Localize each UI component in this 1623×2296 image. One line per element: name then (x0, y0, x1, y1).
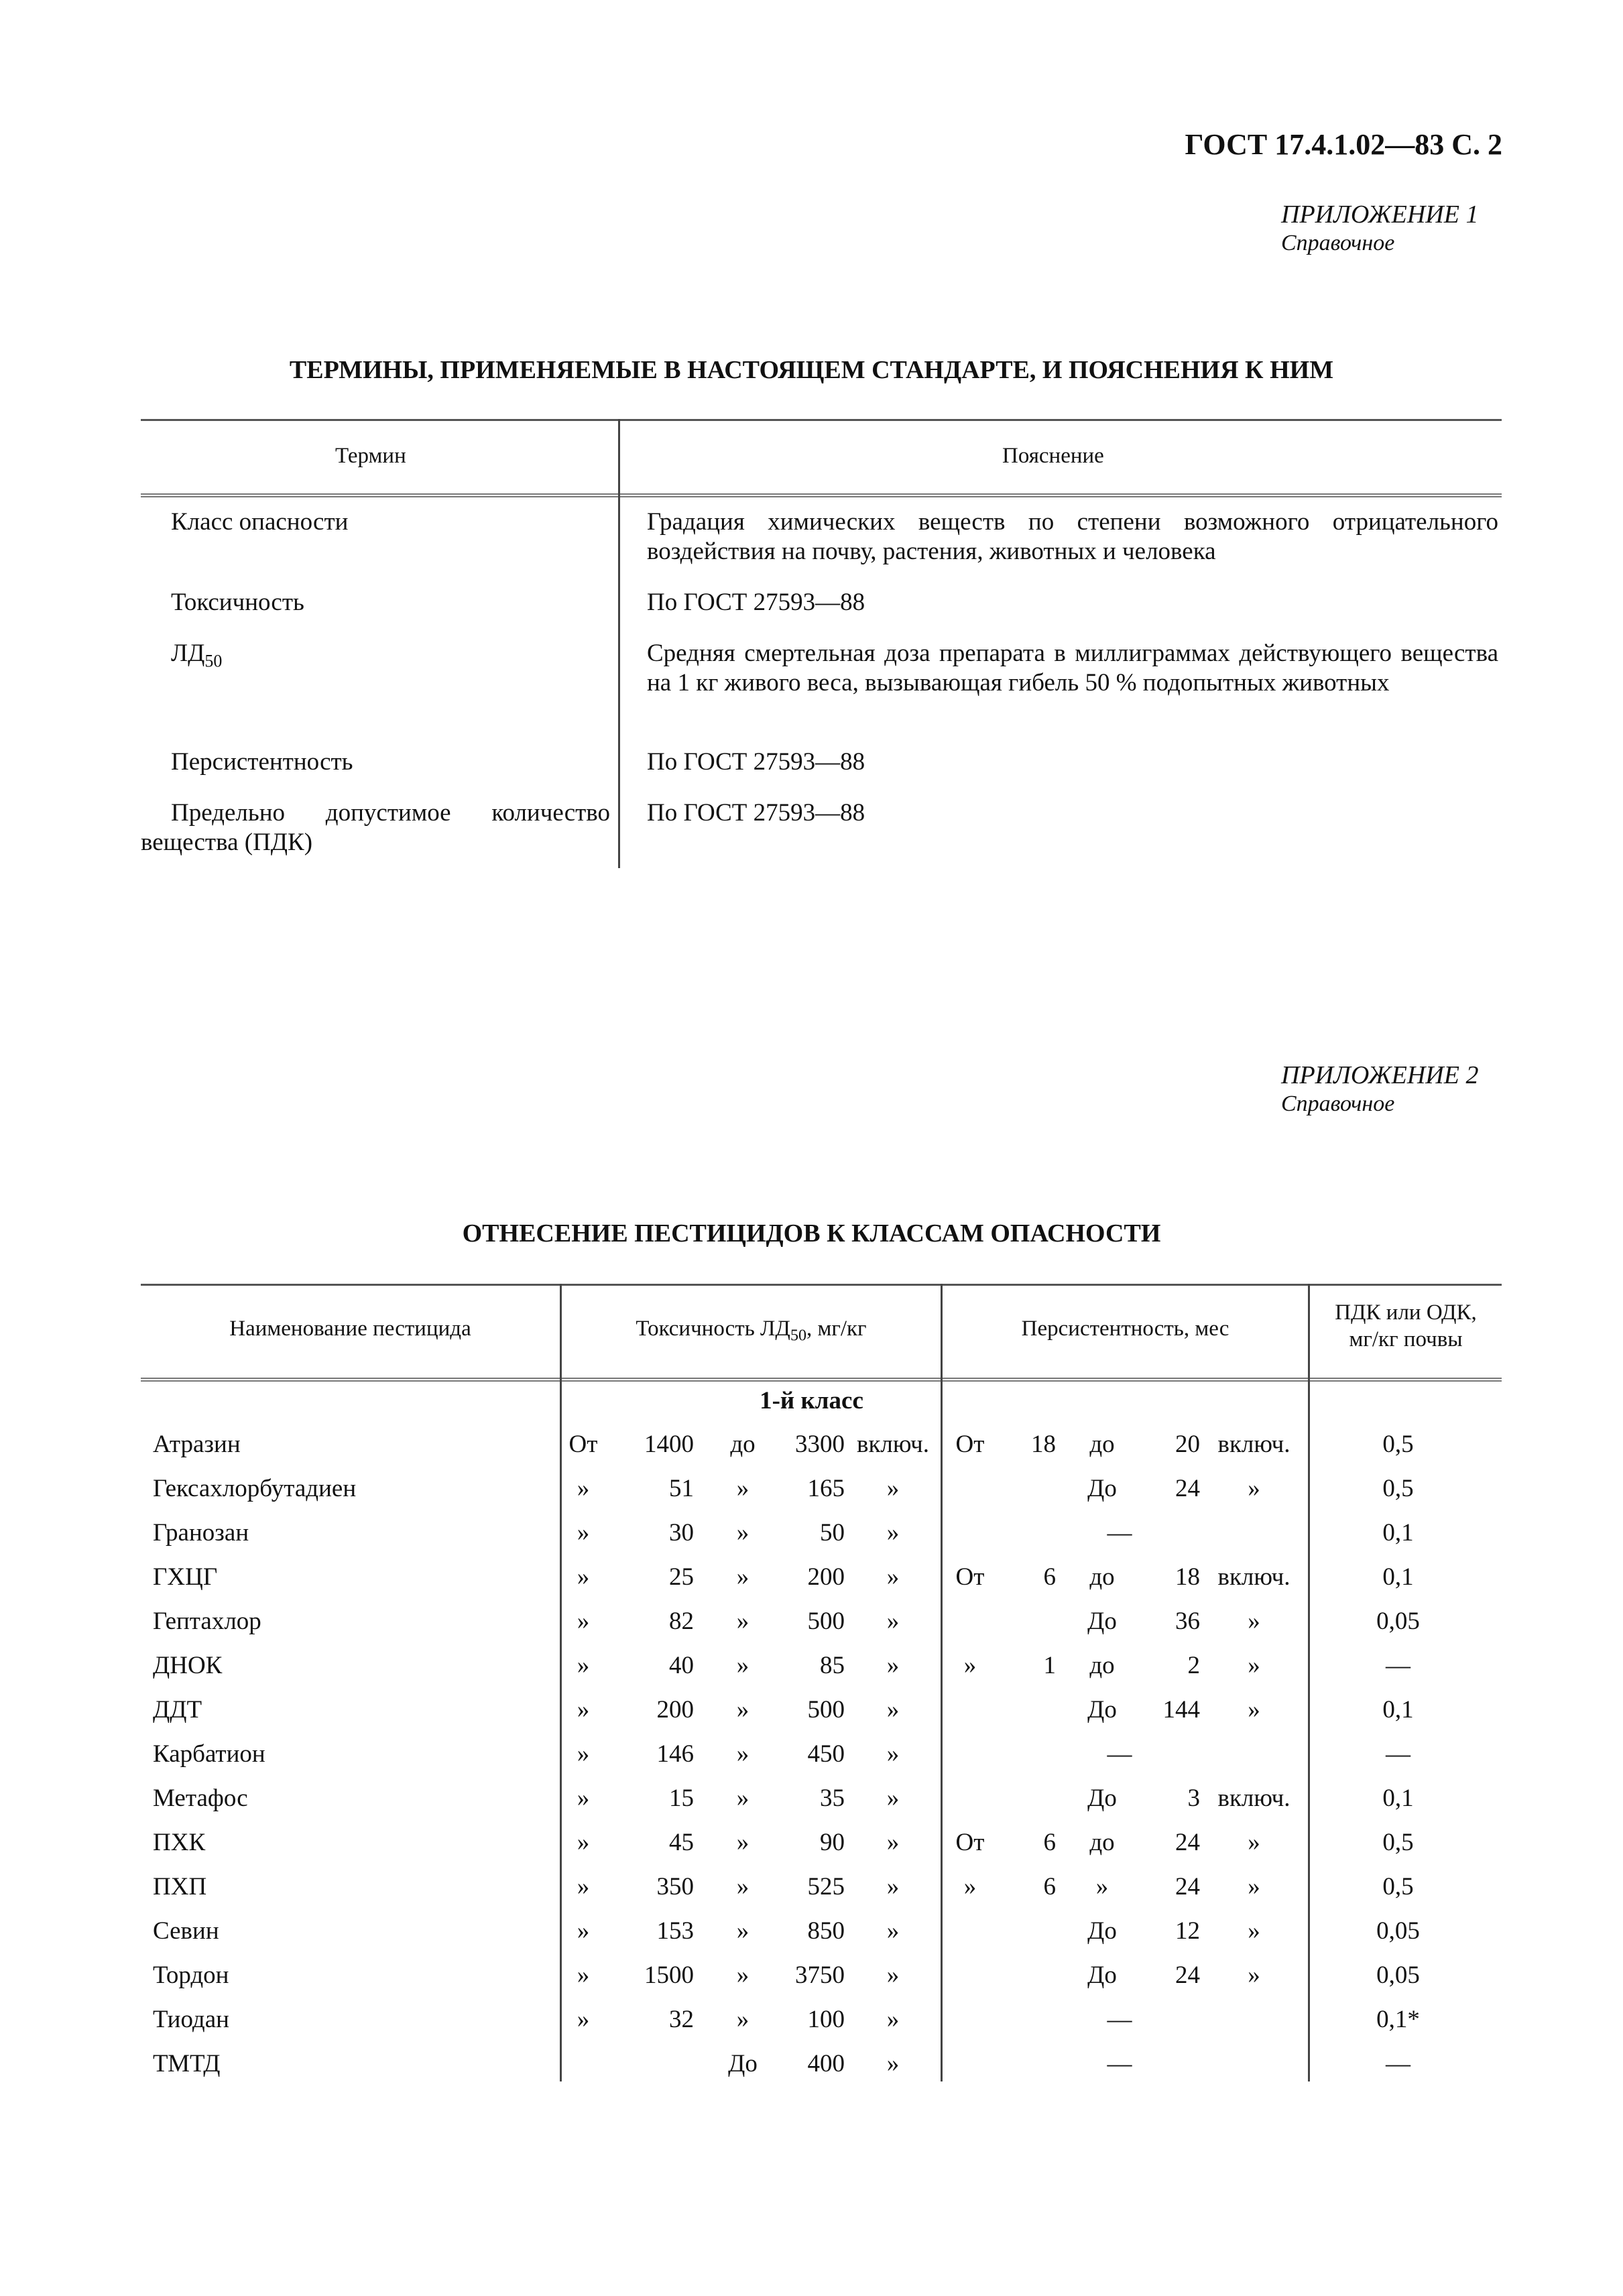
pesticide-name: ДНОК (153, 1652, 223, 1679)
persistence-cell: До (1087, 1475, 1117, 1502)
pesticide-name: ДДТ (153, 1696, 202, 1724)
toxicity-cell: 45 (669, 1829, 694, 1856)
persistence-cell: 24 (1175, 1961, 1200, 1989)
persistence-cell: — (1107, 1740, 1132, 1768)
toxicity-cell: » (886, 1785, 900, 1812)
pesticide-name: Тордон (153, 1961, 229, 1989)
persistence-cell: — (1107, 1519, 1132, 1547)
appendix-1-heading (1281, 200, 1502, 256)
persistence-cell: 18 (1031, 1431, 1056, 1458)
toxicity-cell: 40 (669, 1652, 694, 1679)
term-cell: $ЛД_{50}$ (171, 640, 223, 671)
persistence-cell: до (1089, 1431, 1115, 1458)
terms-table-header (141, 419, 1502, 497)
toxicity-cell: » (886, 1740, 900, 1768)
persistence-cell: 20 (1175, 1431, 1200, 1458)
toxicity-cell: 32 (669, 2006, 694, 2033)
column-explanation: Пояснение (1002, 444, 1104, 468)
persistence-cell: » (1248, 1696, 1260, 1724)
persistence-cell: » (963, 1652, 977, 1679)
pesticide-name: Гексахлорбутадиен (153, 1475, 357, 1502)
persistence-cell: » (1248, 1917, 1260, 1945)
explanation-cell: По ГОСТ 27593—88 (647, 799, 865, 827)
toxicity-cell: » (736, 1740, 749, 1768)
toxicity-cell: До (728, 2050, 758, 2077)
toxicity-cell: » (577, 1785, 590, 1812)
toxicity-cell: 25 (669, 1563, 694, 1591)
toxicity-cell: 200 (807, 1563, 845, 1591)
appendix-1-label: ПРИЛОЖЕНИЕ 1 (1281, 200, 1479, 229)
persistence-cell: 18 (1175, 1563, 1200, 1591)
pesticide-name: Севин (153, 1917, 219, 1945)
toxicity-cell: 146 (656, 1740, 694, 1768)
persistence-cell: До (1087, 1785, 1117, 1812)
persistence-cell: — (1107, 2006, 1132, 2033)
toxicity-cell: 1400 (644, 1431, 694, 1458)
pdk-cell: 0,1 (1382, 1785, 1414, 1812)
column-pdk: ПДК или ОДК, мг/кг почвы (1335, 1301, 1477, 1351)
persistence-cell: 12 (1175, 1917, 1200, 1945)
toxicity-cell: 85 (820, 1652, 845, 1679)
pdk-cell: 0,1 (1382, 1519, 1414, 1547)
toxicity-cell: до (730, 1431, 756, 1458)
pdk-cell: 0,1* (1376, 2006, 1420, 2033)
toxicity-cell: » (577, 1829, 590, 1856)
toxicity-cell: 1500 (644, 1961, 694, 1989)
persistence-cell: 24 (1175, 1829, 1200, 1856)
pdk-cell: 0,05 (1376, 1608, 1420, 1635)
toxicity-cell: 500 (807, 1696, 845, 1724)
persistence-cell: 6 (1043, 1873, 1056, 1900)
persistence-cell: включ. (1217, 1431, 1290, 1458)
pesticide-name: Гептахлор (153, 1608, 261, 1635)
appendix-1-kind: Справочное (1281, 231, 1395, 255)
terms-table (141, 419, 1502, 856)
toxicity-cell: 350 (656, 1873, 694, 1900)
toxicity-cell: 450 (807, 1740, 845, 1768)
pesticide-name: Тиодан (153, 2006, 229, 2033)
toxicity-cell: » (577, 1740, 590, 1768)
pdk-cell: — (1386, 2050, 1410, 2077)
persistence-cell: » (1248, 1873, 1260, 1900)
appendix-2-kind: Справочное (1281, 1091, 1395, 1116)
toxicity-cell: 3750 (795, 1961, 845, 1989)
toxicity-cell: » (577, 1696, 590, 1724)
explanation-cell: По ГОСТ 27593—88 (647, 589, 865, 616)
persistence-cell: — (1107, 2050, 1132, 2077)
toxicity-cell: 3300 (795, 1431, 845, 1458)
persistence-cell: До (1087, 1917, 1117, 1945)
term-cell: Персистентность (171, 748, 353, 776)
persistence-cell: От (955, 1563, 985, 1591)
persistence-cell: 24 (1175, 1475, 1200, 1502)
persistence-cell: » (1095, 1873, 1109, 1900)
toxicity-cell: » (886, 1519, 900, 1547)
toxicity-cell: » (886, 1563, 900, 1591)
toxicity-cell: » (577, 1563, 590, 1591)
persistence-cell: до (1089, 1563, 1115, 1591)
persistence-cell: 6 (1043, 1563, 1056, 1591)
toxicity-cell: » (736, 1475, 749, 1502)
toxicity-cell: » (577, 2006, 590, 2033)
pesticide-name: ПХК (153, 1829, 206, 1856)
toxicity-cell: включ. (856, 1431, 929, 1458)
toxicity-cell: » (736, 1608, 749, 1635)
pdk-cell: 0,5 (1382, 1873, 1414, 1900)
toxicity-cell: 30 (669, 1519, 694, 1547)
appendix-2-label: ПРИЛОЖЕНИЕ 2 (1281, 1061, 1479, 1089)
toxicity-cell: 165 (807, 1475, 845, 1502)
persistence-cell: » (963, 1873, 977, 1900)
persistence-cell: » (1248, 1608, 1260, 1635)
toxicity-cell: » (577, 1608, 590, 1635)
pesticides-title: ОТНЕСЕНИЕ ПЕСТИЦИДОВ К КЛАССАМ ОПАСНОСТИ (462, 1219, 1161, 1248)
persistence-cell: 2 (1187, 1652, 1200, 1679)
pesticide-name: ПХП (153, 1873, 207, 1900)
toxicity-cell: » (736, 1961, 749, 1989)
toxicity-cell: » (886, 1829, 900, 1856)
persistence-cell: До (1087, 1608, 1117, 1635)
term-cell: Класс опасности (171, 508, 349, 536)
toxicity-cell: 35 (820, 1785, 845, 1812)
toxicity-cell: » (577, 1652, 590, 1679)
toxicity-cell: » (886, 1696, 900, 1724)
column-toxicity: Токсичность $ЛД_{50}$, мг/кг (636, 1317, 867, 1345)
toxicity-cell: » (886, 1961, 900, 1989)
toxicity-cell: » (736, 1917, 749, 1945)
persistence-cell: До (1087, 1961, 1117, 1989)
toxicity-cell: » (736, 1563, 749, 1591)
toxicity-cell: 15 (669, 1785, 694, 1812)
toxicity-cell: 525 (807, 1873, 845, 1900)
persistence-cell: » (1248, 1829, 1260, 1856)
toxicity-cell: » (736, 1652, 749, 1679)
pesticide-name: Метафос (153, 1785, 248, 1812)
toxicity-cell: » (886, 1608, 900, 1635)
pesticide-name: ГХЦГ (153, 1563, 218, 1591)
toxicity-cell: 153 (656, 1917, 694, 1945)
toxicity-cell: » (886, 1917, 900, 1945)
persistence-cell: включ. (1217, 1785, 1290, 1812)
document-reference: ГОСТ 17.4.1.02—83 С. 2 (1185, 128, 1502, 161)
explanation-cell: Средняя смертельная доза препарата в миллиграммах действующего вещества на 1 кг живого веса, вызывающая гибель 50 % подопытных животных (647, 640, 1498, 697)
pdk-cell: 0,5 (1382, 1475, 1414, 1502)
toxicity-cell: 82 (669, 1608, 694, 1635)
persistence-cell: До (1087, 1696, 1117, 1724)
toxicity-cell: 90 (820, 1829, 845, 1856)
toxicity-cell: 200 (656, 1696, 694, 1724)
persistence-cell: 36 (1175, 1608, 1200, 1635)
explanation-cell: По ГОСТ 27593—88 (647, 748, 865, 776)
column-term: Термин (335, 444, 406, 468)
toxicity-cell: 400 (807, 2050, 845, 2077)
persistence-cell: » (1248, 1475, 1260, 1502)
term-cell: Предельно допустимое количество вещества (ПДК) (141, 799, 610, 856)
toxicity-cell: » (736, 1829, 749, 1856)
persistence-cell: 1 (1043, 1652, 1056, 1679)
toxicity-cell: » (886, 2006, 900, 2033)
pesticide-name: ТМТД (153, 2050, 221, 2077)
term-cell: Токсичность (171, 589, 304, 616)
toxicity-cell: » (886, 1873, 900, 1900)
class-label: 1-й класс (760, 1387, 863, 1414)
toxicity-cell: » (577, 1961, 590, 1989)
toxicity-cell: » (577, 1917, 590, 1945)
persistence-cell: включ. (1217, 1563, 1290, 1591)
toxicity-cell: 500 (807, 1608, 845, 1635)
persistence-cell: до (1089, 1829, 1115, 1856)
persistence-cell: От (955, 1829, 985, 1856)
toxicity-cell: » (886, 1475, 900, 1502)
toxicity-cell: От (568, 1431, 598, 1458)
toxicity-cell: » (577, 1873, 590, 1900)
toxicity-cell: » (577, 1519, 590, 1547)
terms-title: ТЕРМИНЫ, ПРИМЕНЯЕМЫЕ В НАСТОЯЩЕМ СТАНДАРТЕ, И ПОЯСНЕНИЯ К НИМ (289, 356, 1334, 384)
column-pesticide-name: Наименование пестицида (229, 1317, 471, 1341)
toxicity-cell: » (886, 2050, 900, 2077)
pesticide-name: Карбатион (153, 1740, 265, 1768)
pdk-cell: 0,1 (1382, 1696, 1414, 1724)
appendix-2-heading (1281, 1061, 1502, 1117)
toxicity-cell: » (886, 1652, 900, 1679)
pdk-cell: 0,5 (1382, 1431, 1414, 1458)
toxicity-cell: 50 (820, 1519, 845, 1547)
toxicity-cell: » (736, 2006, 749, 2033)
pdk-cell: 0,1 (1382, 1563, 1414, 1591)
pesticides-table-header (141, 1284, 1502, 1382)
persistence-cell: 3 (1187, 1785, 1200, 1812)
column-divider (618, 419, 620, 868)
pdk-cell: 0,05 (1376, 1917, 1420, 1945)
pdk-cell: 0,05 (1376, 1961, 1420, 1989)
toxicity-cell: » (577, 1475, 590, 1502)
persistence-cell: 6 (1043, 1829, 1056, 1856)
toxicity-cell: 51 (669, 1475, 694, 1502)
persistence-cell: » (1248, 1961, 1260, 1989)
toxicity-cell: » (736, 1785, 749, 1812)
pdk-cell: 0,5 (1382, 1829, 1414, 1856)
persistence-cell: От (955, 1431, 985, 1458)
pesticide-name: Гранозан (153, 1519, 249, 1547)
persistence-cell: до (1089, 1652, 1115, 1679)
persistence-cell: 144 (1162, 1696, 1200, 1724)
column-persistence: Персистентность, мес (1021, 1317, 1229, 1341)
pdk-cell: — (1386, 1652, 1410, 1679)
persistence-cell: » (1248, 1652, 1260, 1679)
toxicity-cell: » (736, 1696, 749, 1724)
pdk-cell: — (1386, 1740, 1410, 1768)
toxicity-cell: 100 (807, 2006, 845, 2033)
toxicity-cell: » (736, 1519, 749, 1547)
persistence-cell: 24 (1175, 1873, 1200, 1900)
pesticide-name: Атразин (153, 1431, 241, 1458)
explanation-cell: Градация химических веществ по степени возможного отрицательного воздействия на почву, растения, животных и человека (647, 508, 1498, 565)
toxicity-cell: » (736, 1873, 749, 1900)
pesticides-table (141, 1284, 1502, 1382)
toxicity-cell: 850 (807, 1917, 845, 1945)
